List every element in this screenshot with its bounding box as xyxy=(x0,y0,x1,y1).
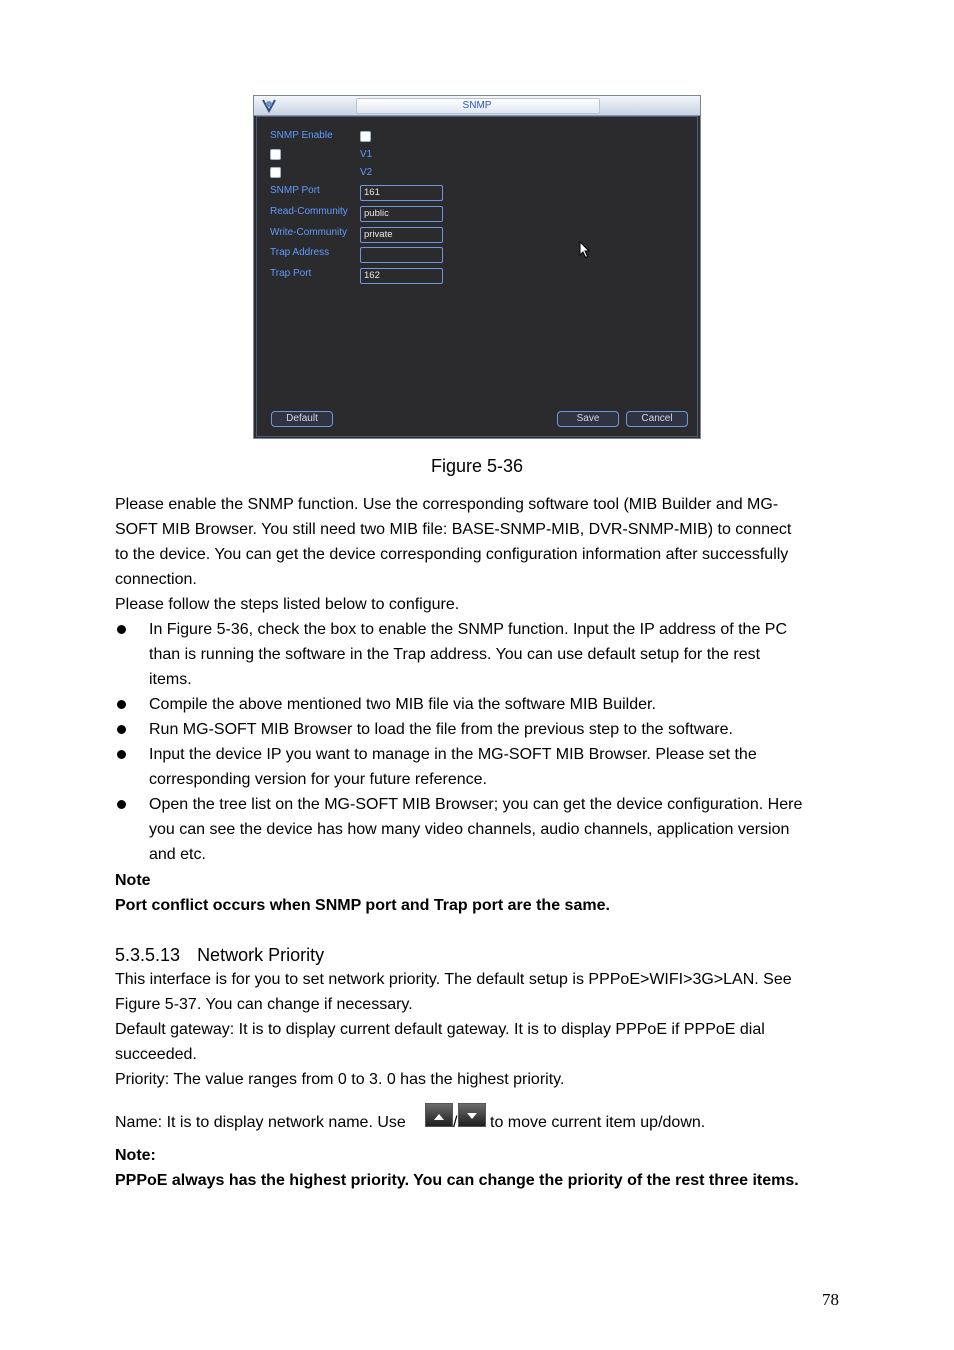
bullet-icon xyxy=(117,625,126,634)
bullet-line: Open the tree list on the MG-SOFT MIB Browser; you can get the device configuration. Here xyxy=(149,796,803,813)
trap-address-label: Trap Address xyxy=(270,247,330,258)
bullet-line: items. xyxy=(149,671,192,688)
note-text: Port conflict occurs when SNMP port and Trap port are the same. xyxy=(115,897,610,914)
paragraph-line: Name: It is to display network name. Use xyxy=(115,1114,406,1131)
down-arrow-icon xyxy=(458,1103,486,1127)
paragraph-line: to the device. You can get the device corresponding configuration information after successfully xyxy=(115,546,789,563)
read-community-input[interactable]: public xyxy=(360,206,443,222)
paragraph-line: Figure 5-37. You can change if necessary. xyxy=(115,996,413,1013)
trap-port-label: Trap Port xyxy=(270,268,312,279)
write-community-label: Write-Community xyxy=(270,227,348,238)
note-title: Note xyxy=(115,872,151,889)
trap-port-input[interactable]: 162 xyxy=(360,268,443,284)
mouse-pointer-icon xyxy=(579,241,591,259)
bullet-line: In Figure 5-36, check the box to enable the SNMP function. Input the IP address of the PC xyxy=(149,621,788,638)
v2-checkbox[interactable] xyxy=(270,167,281,178)
bullet-line: corresponding version for your future reference. xyxy=(149,771,487,788)
v1-label: V1 xyxy=(360,149,373,160)
section-heading xyxy=(115,943,324,967)
snmp-dialog xyxy=(253,95,701,439)
section-title: Network Priority xyxy=(197,945,325,965)
read-community-label: Read-Community xyxy=(270,206,348,217)
paragraph-line: Please follow the steps listed below to configure. xyxy=(115,596,460,613)
default-button[interactable]: Default xyxy=(271,411,333,427)
bullet-line: you can see the device has how many video channels, audio channels, application version xyxy=(149,821,790,838)
paragraph-line: succeeded. xyxy=(115,1046,197,1063)
separator: / xyxy=(453,1114,458,1131)
bullet-line: and etc. xyxy=(149,846,206,863)
bullet-line: than is running the software in the Trap address. You can use default setup for the rest xyxy=(149,646,761,663)
snmp-port-input[interactable]: 161 xyxy=(360,185,443,201)
bullet-line: Run MG-SOFT MIB Browser to load the file from the previous step to the software. xyxy=(149,721,733,738)
cancel-button[interactable]: Cancel xyxy=(626,411,688,427)
figure-caption: Figure 5-36 xyxy=(430,456,524,476)
paragraph-line: Default gateway: It is to display current default gateway. It is to display PPPoE if PPPoE dial xyxy=(115,1021,765,1038)
up-arrow-icon xyxy=(425,1103,453,1127)
section-number: 5.3.5.13 xyxy=(115,945,181,965)
paragraph-line: Priority: The value ranges from 0 to 3. 0 has the highest priority. xyxy=(115,1071,565,1088)
bullet-icon xyxy=(117,750,126,759)
paragraph-line: This interface is for you to set network priority. The default setup is PPPoE>WIFI>3G>LAN. See xyxy=(115,971,792,988)
note-title: Note: xyxy=(115,1147,156,1164)
bullet-icon xyxy=(117,800,126,809)
page-number: 78 xyxy=(822,1290,839,1309)
snmp-port-label: SNMP Port xyxy=(270,185,320,196)
dialog-body xyxy=(256,116,698,437)
snmp-enable-label: SNMP Enable xyxy=(270,130,333,141)
trap-address-input[interactable] xyxy=(360,247,443,263)
write-community-input[interactable]: private xyxy=(360,227,443,243)
paragraph-line: connection. xyxy=(115,571,197,588)
save-button[interactable]: Save xyxy=(557,411,619,427)
v2-label: V2 xyxy=(360,167,373,178)
bullet-line: Compile the above mentioned two MIB file via the software MIB Builder. xyxy=(149,696,656,713)
paragraph-line: to move current item up/down. xyxy=(490,1114,706,1131)
note-text: PPPoE always has the highest priority. You can change the priority of the rest three items. xyxy=(115,1172,799,1189)
dialog-title: SNMP xyxy=(462,100,492,111)
bullet-icon xyxy=(117,700,126,709)
bullet-icon xyxy=(117,725,126,734)
dialog-title-bar xyxy=(254,96,700,116)
snmp-enable-checkbox[interactable] xyxy=(360,131,371,142)
paragraph-line: SOFT MIB Browser. You still need two MIB file: BASE-SNMP-MIB, DVR-SNMP-MIB) to connect xyxy=(115,521,792,538)
bullet-line: Input the device IP you want to manage in the MG-SOFT MIB Browser. Please set the xyxy=(149,746,757,763)
paragraph-line: Please enable the SNMP function. Use the corresponding software tool (MIB Builder and MG- xyxy=(115,496,779,513)
v1-checkbox[interactable] xyxy=(270,149,281,160)
